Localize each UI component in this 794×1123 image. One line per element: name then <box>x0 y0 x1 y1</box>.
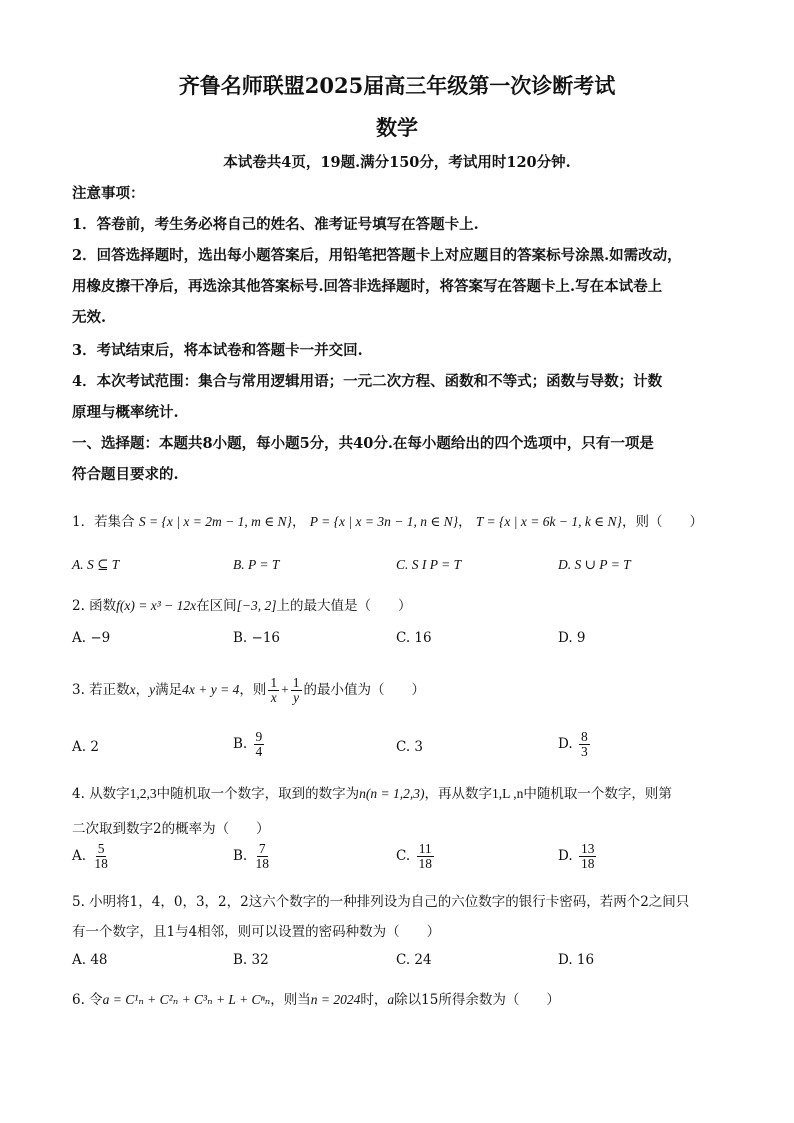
q3-frac-1-over-x <box>268 676 279 705</box>
q3-plus: + <box>281 682 289 698</box>
q3-b-fraction <box>254 730 265 759</box>
q1-lead: 1．若集合 <box>72 514 135 530</box>
q4-a-fraction <box>92 842 110 871</box>
q3-d-den: 3 <box>580 744 588 760</box>
q3-var-x: x <box>129 682 136 698</box>
q6-expression: a = C¹ₙ + C²ₙ + C³ₙ + L + Cⁿₙ <box>102 992 271 1007</box>
q4-d-label: D. <box>558 848 573 865</box>
q1-comma-2: ， <box>458 514 472 530</box>
q1-tail: ，则（ ） <box>621 514 703 530</box>
q2-mid: 在区间 <box>196 598 237 614</box>
q4-option-c <box>396 842 436 871</box>
q1-set-s: S = {x | x = 2m − 1, m ∈ N} <box>138 514 292 529</box>
q3-mid: 满足 <box>155 682 183 699</box>
q4-mid-2: ，再从数字 <box>424 786 493 802</box>
q3-sep: ， <box>135 682 150 699</box>
exam-info: 本试卷共4页，19题.满分150分，考试用时120分钟. <box>223 154 571 171</box>
q2-option-c: C. 16 <box>396 630 432 646</box>
q4-d-num: 13 <box>580 841 595 856</box>
q6-tail: 除以15所得余数为（ ） <box>394 992 560 1008</box>
notes-heading: 注意事项： <box>72 185 145 202</box>
q5-option-a: A. 48 <box>72 952 108 968</box>
q2-lead: 2. 函数 <box>72 598 117 614</box>
q2-option-d: D. 9 <box>558 630 586 646</box>
note-1: 1．答卷前，考生务必将自己的姓名、准考证号填写在答题卡上. <box>72 216 479 233</box>
q3-lead: 3. 若正数 <box>72 682 130 699</box>
q4-option-a <box>72 842 112 871</box>
q4-b-num: 7 <box>258 841 266 856</box>
q6-var-a: a <box>387 992 395 1007</box>
question-4-stem-line-1 <box>72 782 672 802</box>
note-2-line-1: 2．回答选择题时，选出每小题答案后，用铅笔把答题卡上对应题目的答案标号涂黑.如需改动， <box>72 247 682 264</box>
q3-option-d <box>558 730 592 759</box>
q1-comma-1: ， <box>291 514 306 530</box>
q4-range: 1,L ,n <box>492 786 524 801</box>
section-1-line-2: 符合题目要求的. <box>72 466 179 483</box>
q6-condition: n = 2024 <box>310 992 361 1007</box>
q4-option-b <box>233 842 273 871</box>
q3-frac2-den: y <box>293 690 300 706</box>
q5-option-d: D. 16 <box>558 952 595 968</box>
q6-lead: 6. 令 <box>72 992 103 1008</box>
q5-option-c: C. 24 <box>396 952 432 968</box>
q1-set-p: P = {x | x = 3n − 1, n ∈ N} <box>309 514 459 529</box>
q3-b-label: B. <box>233 736 248 753</box>
q4-mid-3: 中随机取一个数字，则第 <box>523 786 672 802</box>
q4-a-den: 18 <box>94 856 108 872</box>
q3-b-den: 4 <box>255 744 263 760</box>
q5-option-b: B. 32 <box>233 952 269 968</box>
q1-option-d: D. S ∪ P = T <box>558 557 631 572</box>
q1-option-a: A. S ⊆ T <box>72 557 120 572</box>
q3-frac1-num: 1 <box>270 675 278 690</box>
q4-digits: 1,2,3 <box>129 786 157 801</box>
q3-b-num: 9 <box>255 729 263 744</box>
q6-mid-2: 时， <box>360 992 388 1008</box>
q3-frac-1-over-y <box>291 676 302 705</box>
note-3: 3．考试结束后，将本试卷和答题卡一并交回. <box>72 342 363 359</box>
q4-c-fraction <box>416 842 434 871</box>
q2-interval: [−3, 2] <box>236 598 277 613</box>
question-2-stem <box>72 594 412 614</box>
question-1-stem <box>72 510 703 530</box>
q3-d-label: D. <box>558 736 573 753</box>
q4-a-num: 5 <box>97 841 105 856</box>
q4-n-expr: n(n = 1,2,3) <box>359 786 425 801</box>
q3-d-num: 8 <box>580 729 588 744</box>
q4-b-fraction <box>254 842 272 871</box>
question-3-stem <box>72 676 425 705</box>
exam-title: 齐鲁名师联盟2025届高三年级第一次诊断考试 <box>178 73 616 98</box>
q3-then: ，则 <box>239 682 267 699</box>
question-5-stem-line-2: 有一个数字，且1与4相邻，则可以设置的密码种数为（ ） <box>72 924 441 940</box>
q3-condition: 4x + y = 4 <box>182 682 240 698</box>
q4-b-label: B. <box>233 848 248 865</box>
q1-set-t: T = {x | x = 6k − 1, k ∈ N} <box>475 514 622 529</box>
subject-title: 数学 <box>376 115 418 140</box>
q3-frac2-num: 1 <box>292 675 300 690</box>
q4-d-fraction <box>579 842 597 871</box>
note-4-line-2: 原理与概率统计. <box>72 404 179 421</box>
q4-d-den: 18 <box>580 856 595 872</box>
note-4-line-1: 4．本次考试范围：集合与常用逻辑用语；一元二次方程、函数和不等式；函数与导数；计数 <box>72 373 663 390</box>
q4-c-num: 11 <box>418 841 432 856</box>
q4-option-d <box>558 842 598 871</box>
q4-mid-1: 中随机取一个数字，取到的数字为 <box>156 786 360 802</box>
q4-lead: 4. 从数字 <box>72 786 130 802</box>
question-6-stem <box>72 988 560 1008</box>
q2-option-a: A. −9 <box>72 630 111 646</box>
q2-option-b: B. −16 <box>233 630 280 646</box>
q3-option-b <box>233 730 266 759</box>
section-1-line-1: 一、选择题：本题共8小题，每小题5分，共40分.在每小题给出的四个选项中，只有一项是 <box>72 435 654 452</box>
question-4-stem-line-2: 二次取到数字2的概率为（ ） <box>72 821 270 837</box>
q6-mid-1: ，则当 <box>270 992 311 1008</box>
q3-d-fraction <box>579 730 590 759</box>
q1-option-c: C. S I P = T <box>396 557 462 572</box>
q3-tail: 的最小值为（ ） <box>303 682 426 699</box>
q4-a-label: A. <box>72 848 87 865</box>
q3-frac1-den: x <box>270 690 277 706</box>
q4-b-den: 18 <box>255 856 270 872</box>
note-2-line-2: 用橡皮擦干净后，再选涂其他答案标号.回答非选择题时，将答案写在答题卡上.写在本试卷上 <box>72 278 663 295</box>
q4-c-label: C. <box>396 848 411 865</box>
note-2-line-3: 无效. <box>72 309 107 326</box>
q4-c-den: 18 <box>418 856 432 872</box>
q1-option-b: B. P = T <box>233 557 280 572</box>
q3-option-a: A. 2 <box>72 739 99 755</box>
q3-var-y: y <box>149 682 156 698</box>
question-5-stem-line-1: 5. 小明将1，4，0，3，2，2这六个数字的一种排列设为自己的六位数字的银行卡密码，若两个2之间只 <box>72 894 690 910</box>
q2-function: f(x) = x³ − 12x <box>116 598 197 613</box>
q2-tail: 上的最大值是（ ） <box>276 598 412 614</box>
q3-option-c: C. 3 <box>396 739 424 755</box>
